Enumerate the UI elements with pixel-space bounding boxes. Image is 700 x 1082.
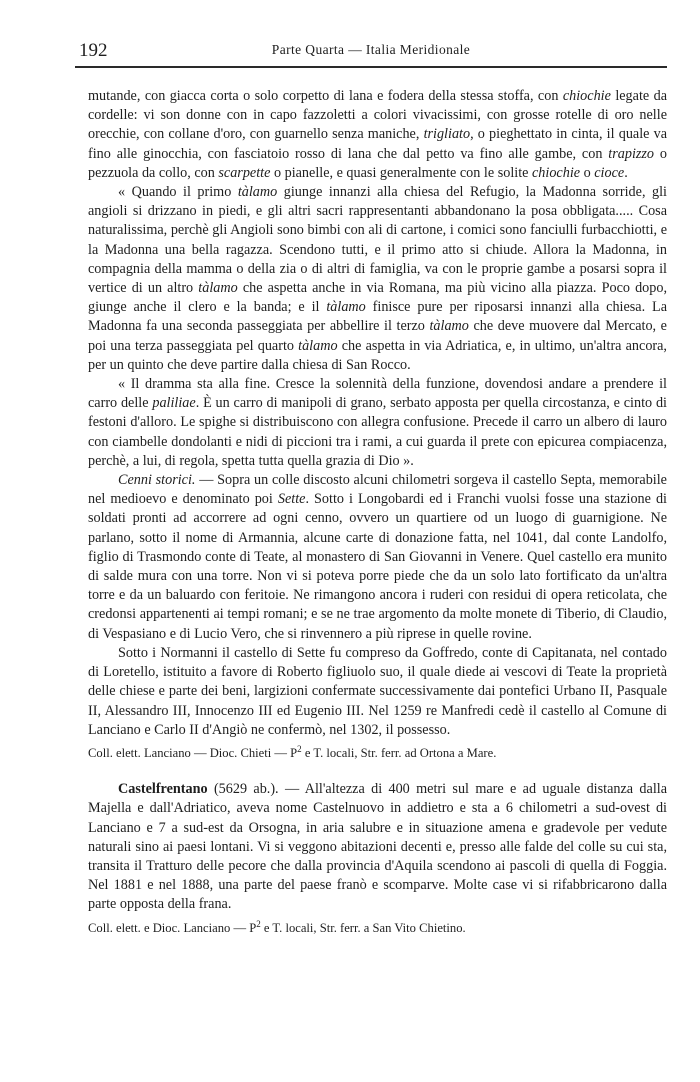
- page-header: [75, 38, 667, 60]
- page-body: [88, 87, 667, 937]
- paragraph-talamo: « Quando il primo tàlamo giunge innanzi alla chiesa del Refugio, la Madonna sorride, gli angioli si drizzano in piedi, e gli altri sacri rappresentanti abbandonano la posa obbligata..... Cosa naturalissima, perchè gli Angioli sono bimbi con ali di cartone, i comici sono fanciulli furbacchiotti, e la Madonna una bella ragazza. Scendono tutti, e il primo atto si chiude. Allora la Madonna, in compagnia della mamma o della zia o di altri di famiglia, va con le proprie gambe a posarsi sopra il vertice di un altro tàlamo che aspetta anche in via Romana, ma più vicino alla piazza. Poco dopo, giunge anche il clero e la banda; e il tàlamo finisce pure per riposarsi innanzi alla chiesa. La Madonna fa una seconda passeggiata per abbellire il terzo tàlamo che deve muovere dal Mercato, e poi una terza passeggiata pel quarto tàlamo che aspetta in via Adriatica, e, in ultimo, un'altra ancora, per un quinto che deve partire dalla chiesa di San Rocco.: [88, 184, 667, 373]
- section-gap: [88, 762, 667, 780]
- collegio-line-lanciano: Coll. elett. Lanciano — Dioc. Chieti — $P^2$ e T. locali, Str. ferr. ad Ortona a Mare.: [88, 743, 497, 761]
- page-number: 192: [79, 40, 108, 61]
- header-rule: [75, 66, 667, 68]
- paragraph-castelfrentano: Castelfrentano (5629 ab.). — All'altezza di 400 metri sul mare e ad uguale distanza dalla Majella e dall'Adriatico, aveva nome Castelnuovo in addietro e sta a 6 chilometri a sud-ovest di Lanciano e 7 a sud-est da Orsogna, in aria salubre e in situazione amena e gradevole per vedute naturali sino ai paesi lontani. Vi si veggono abitazioni decenti e, presso alle falde del colle su cui sta, transita il Tratturo delle pecore che dalla provincia d'Aquila scendono ai pascoli di quella di Foggia. Nel 1881 e nel 1888, una parte del paese franò e scomparve. Molte case vi si rifabbricarono dalla parte opposta della frana.: [88, 781, 667, 913]
- paragraph-dramma: « Il dramma sta alla fine. Cresce la solennità della funzione, dovendosi andare a prendere il carro delle paliliae. È un carro di manipoli di grano, serbato apposta per quella circostanza, e cinto di festoni d'alloro. Le spighe si distribuiscono con allegra confusione. Precede il carro un albero di lauro con ciambelle dondolanti e nidi di piccioni tra i rami, a cui guarda il prete con epicurea compiacenza, perchè, a lui, di regola, spetta tutta quella grazia di Dio ».: [88, 376, 667, 469]
- collegio-line-castelfrentano: Coll. elett. e Dioc. Lanciano — $P^2$ e T. locali, Str. ferr. a San Vito Chietino.: [88, 918, 466, 935]
- running-title: Parte Quarta — Italia Meridionale: [271, 42, 471, 57]
- paragraph-costumes: mutande, con giacca corta o solo corpetto di lana e fodera della stessa stoffa, con chiochie legate da cordelle: vi son donne con in capo fazzoletti a colori vivacissimi, con grosse rotelle di oro nelle orecchie, con collane d'oro, con guarnello senza maniche, trigliato, o pieghettato in cinta, il quale va fino alle ginocchia, con fasciatoio rosso di lana che dal petto va fino alle gambe, con trapizzo o pezzuola da collo, con scarpette o pianelle, e quasi generalmente con le solite chiochie o cioce.: [88, 88, 668, 181]
- paragraph-cenni-storici: Cenni storici. — Sopra un colle discosto alcuni chilometri sorgeva il castello Septa, memorabile nel medioevo e denominato poi Sette. Sotto i Longobardi ed i Franchi vuolsi fosse una stazione di soldati pronti ad accorrere ad ogni cenno, ovvero un quartiere od un luogo di guarnigione. Ne parlano, sotto il nome di Armannia, alcune carte di donazione fatta, nel 1041, dal conte Landolfo, figlio di Trasmondo conte di Teate, al monastero di San Giovanni in Venere. Quel castello era munito di salde mura con una torre. Non vi si poteva porre piede che da un solo lato fortificato da un'altra torre e da un baluardo con feritoie. Ne rimangono ancora i ruderi con residui di opera reticolata, che credonsi appartenenti ai tempi romani; e se ne trae argomento da molte monete di Tiberio, di Claudio, di Vespasiano e di Lucio Vero, che si rinvennero a più riprese in quelle rovine.: [88, 472, 668, 642]
- paragraph-normanni: Sotto i Normanni il castello di Sette fu compreso da Goffredo, conte di Capitanata, nel contado di Loretello, istituito a favore di Roberto figliuolo suo, il quale diede ai vescovi di Teate la proprietà delle chiese e parte dei beni, largizioni confermate successivamente dai pontefici Urbano II, Pasquale II, Alessandro III, Innocenzo III ed Eugenio III. Nel 1259 re Manfredi cedè il castello al Comune di Lanciano e Carlo II d'Angiò ne confermò, nel 1302, il possesso.: [88, 644, 667, 738]
